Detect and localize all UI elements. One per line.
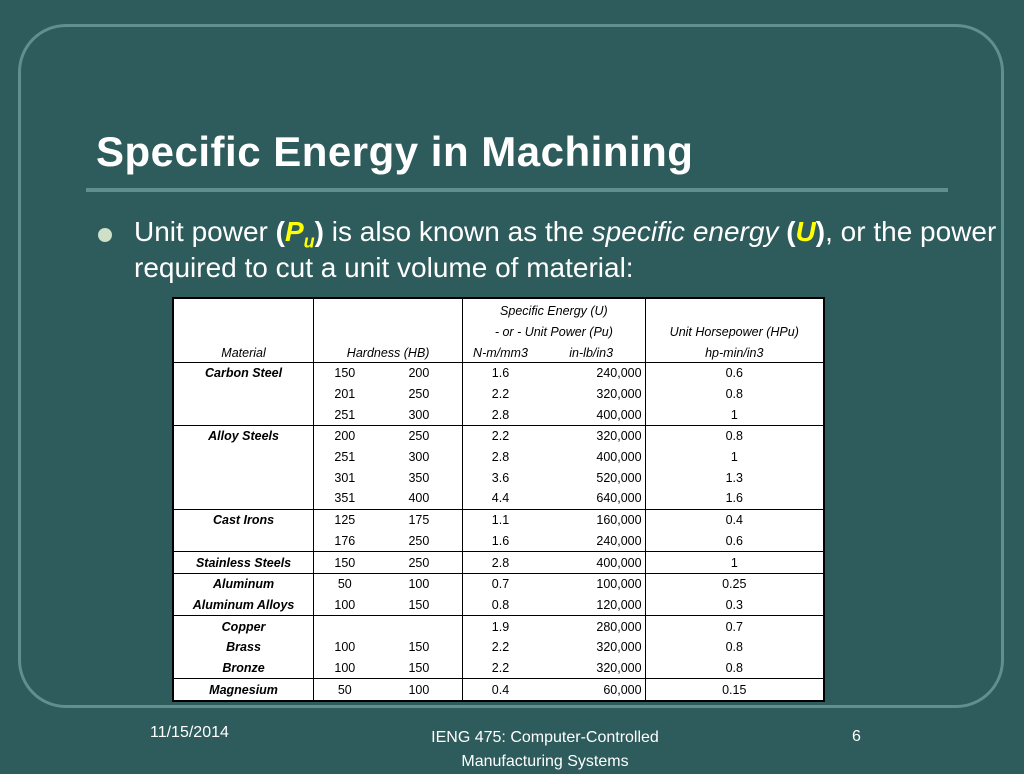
cell-material: Magnesium [173, 679, 314, 701]
paren-open: ( [275, 216, 285, 247]
cell-inlb-per-in3: 100,000 [538, 573, 645, 594]
table-row [173, 616, 824, 637]
cell-inlb-per-in3: 400,000 [538, 552, 645, 574]
cell-hardness-min: 100 [334, 660, 356, 675]
table-row [173, 658, 824, 679]
cell-hardness-min: 100 [334, 640, 356, 655]
footer-course-line-2: Manufacturing Systems [461, 753, 629, 770]
cell-nm-per-mm3: 2.2 [491, 387, 510, 402]
table-row [173, 384, 824, 405]
table-row [173, 595, 824, 616]
table-row [173, 363, 824, 384]
cell-nm-per-mm3: 2.2 [491, 640, 510, 655]
table-row [173, 404, 824, 425]
cell-hp-min-per-in3: 0.8 [645, 426, 824, 447]
cell-hardness-min: 200 [314, 426, 376, 447]
cell-nm-per-mm3: 1.6 [491, 366, 510, 381]
cell-nm-per-mm3: 3.6 [491, 470, 510, 485]
cell-hardness-min: 251 [334, 407, 356, 422]
cell-hardness-max: 100 [376, 573, 463, 594]
cell-inlb-per-in3: 320,000 [538, 426, 645, 447]
header-unit-power: - or - Unit Power (Pu) [463, 320, 645, 341]
cell-inlb-per-in3: 320,000 [538, 637, 645, 658]
cell-nm-per-mm3: 2.8 [491, 450, 510, 465]
cell-hardness-min: 150 [334, 366, 356, 381]
cell-inlb-per-in3: 160,000 [538, 509, 645, 530]
specific-energy-term: specific energy [591, 216, 779, 247]
table-row [173, 426, 824, 447]
cell-hp-min-per-in3: 1 [645, 552, 824, 574]
specific-energy-table [172, 297, 825, 702]
cell-hp-min-per-in3: 0.7 [645, 616, 824, 637]
footer-page-number: 6 [852, 728, 861, 745]
table-row [173, 552, 824, 574]
cell-hardness-max: 100 [376, 679, 463, 701]
symbol-u: U [795, 216, 816, 247]
cell-hp-min-per-in3: 1.6 [725, 491, 743, 506]
cell-hp-min-per-in3: 0.6 [725, 366, 743, 381]
footer-date: 11/15/2014 [150, 724, 229, 741]
cell-hardness-max: 150 [376, 637, 463, 658]
header-nm: N-m/mm3 [463, 341, 538, 363]
cell-hp-min-per-in3: 0.6 [725, 533, 743, 548]
cell-nm-per-mm3: 0.4 [463, 679, 538, 701]
cell-material: Aluminum [173, 573, 314, 594]
table-row [173, 679, 824, 701]
cell-nm-per-mm3: 2.2 [463, 426, 538, 447]
paren-close-2: ) [815, 216, 826, 247]
cell-inlb-per-in3: 120,000 [538, 595, 645, 616]
bullet-text-3: , or the power required to cut a unit volume of material: [134, 216, 997, 283]
cell-nm-per-mm3: 4.4 [491, 491, 510, 506]
cell-inlb-per-in3: 640,000 [538, 488, 645, 509]
cell-hardness-max: 250 [376, 384, 463, 405]
cell-hardness-min: 50 [314, 573, 376, 594]
table-row [173, 488, 824, 509]
cell-material [173, 467, 314, 488]
cell-hardness-max: 200 [376, 363, 463, 384]
footer-course [380, 726, 710, 774]
cell-hardness-min: 176 [334, 533, 356, 548]
cell-hardness-max: 250 [376, 552, 463, 574]
cell-hardness-max: 350 [376, 467, 463, 488]
cell-inlb-per-in3: 280,000 [538, 616, 645, 637]
footer-course-line-1: IENG 475: Computer-Controlled [431, 729, 659, 746]
cell-material [173, 488, 314, 509]
slide-title: Specific Energy in Machining [96, 128, 694, 175]
header-hpmin: hp-min/in3 [645, 341, 824, 363]
cell-material: Alloy Steels [173, 426, 314, 447]
cell-hardness-min: 201 [334, 387, 356, 402]
cell-inlb-per-in3: 320,000 [538, 658, 645, 679]
bullet-text-2: is also known as the [323, 216, 592, 247]
header-hardness: Hardness (HB) [314, 341, 463, 363]
header-unit-horsepower: Unit Horsepower (HPu) [669, 325, 799, 339]
cell-hp-min-per-in3: 1 [730, 450, 738, 465]
title-underline [86, 188, 948, 192]
cell-material: Carbon Steel [173, 363, 314, 384]
cell-material: Cast Irons [173, 509, 314, 530]
cell-hardness-min: 50 [314, 679, 376, 701]
cell-hardness-max: 150 [376, 595, 463, 616]
cell-inlb-per-in3: 240,000 [538, 363, 645, 384]
cell-inlb-per-in3: 320,000 [538, 384, 645, 405]
cell-hardness-min: 301 [334, 470, 356, 485]
table-row [173, 447, 824, 468]
cell-inlb-per-in3: 60,000 [538, 679, 645, 701]
paren-open-2: ( [778, 216, 796, 247]
table-row [173, 531, 824, 552]
cell-hp-min-per-in3: 0.15 [645, 679, 824, 701]
cell-material [173, 531, 314, 552]
cell-hardness-max: 250 [376, 531, 463, 552]
cell-nm-per-mm3: 2.8 [491, 407, 510, 422]
bullet-text-1: Unit power [134, 216, 276, 247]
cell-hardness-min: 100 [334, 597, 356, 612]
table-row [173, 573, 824, 594]
cell-inlb-per-in3: 400,000 [538, 447, 645, 468]
table-header-row-2 [173, 320, 824, 341]
cell-hardness-max: 250 [376, 426, 463, 447]
cell-material: Bronze [173, 658, 314, 679]
cell-material [173, 404, 314, 425]
cell-hardness-min: 150 [314, 552, 376, 574]
header-specific-energy: Specific Energy (U) [463, 298, 645, 320]
cell-hardness-min: 351 [334, 491, 356, 506]
table-row [173, 509, 824, 530]
cell-material [173, 384, 314, 405]
cell-hp-min-per-in3: 0.8 [725, 660, 743, 675]
cell-hp-min-per-in3: 0.4 [645, 509, 824, 530]
cell-hp-min-per-in3: 0.8 [725, 387, 743, 402]
cell-hardness-max: 300 [376, 447, 463, 468]
header-material: Material [173, 341, 314, 363]
cell-inlb-per-in3: 240,000 [538, 531, 645, 552]
cell-material: Copper [173, 616, 314, 637]
cell-nm-per-mm3: 0.8 [491, 597, 510, 612]
cell-inlb-per-in3: 520,000 [538, 467, 645, 488]
cell-hp-min-per-in3: 1 [730, 407, 738, 422]
cell-nm-per-mm3: 0.7 [463, 573, 538, 594]
bullet-dot-icon [98, 228, 112, 242]
cell-hardness-min [314, 616, 376, 637]
symbol-p: P [284, 216, 304, 247]
cell-hardness-max: 300 [376, 404, 463, 425]
table-header-row-3 [173, 341, 824, 363]
cell-hardness-max: 150 [376, 658, 463, 679]
cell-material: Brass [173, 637, 314, 658]
cell-material: Aluminum Alloys [173, 595, 314, 616]
cell-nm-per-mm3: 1.1 [463, 509, 538, 530]
cell-hardness-min: 251 [334, 450, 356, 465]
cell-nm-per-mm3: 2.2 [491, 660, 510, 675]
table-header-row-1 [173, 298, 824, 320]
cell-nm-per-mm3: 1.9 [463, 616, 538, 637]
cell-hp-min-per-in3: 1.3 [725, 470, 743, 485]
paren-close: ) [314, 216, 324, 247]
cell-hardness-max: 400 [376, 488, 463, 509]
cell-inlb-per-in3: 400,000 [538, 404, 645, 425]
cell-nm-per-mm3: 2.8 [463, 552, 538, 574]
cell-hardness-max [376, 616, 463, 637]
cell-hardness-min: 125 [314, 509, 376, 530]
table-row [173, 637, 824, 658]
cell-hp-min-per-in3: 0.8 [725, 640, 743, 655]
cell-nm-per-mm3: 1.6 [491, 533, 510, 548]
table-row [173, 467, 824, 488]
header-inlb: in-lb/in3 [538, 341, 645, 363]
cell-hp-min-per-in3: 0.3 [725, 597, 743, 612]
symbol-u-subscript: u [303, 231, 315, 252]
cell-hp-min-per-in3: 0.25 [645, 573, 824, 594]
cell-material: Stainless Steels [173, 552, 314, 574]
cell-material [173, 447, 314, 468]
bullet-text [134, 214, 1004, 286]
cell-hardness-max: 175 [376, 509, 463, 530]
